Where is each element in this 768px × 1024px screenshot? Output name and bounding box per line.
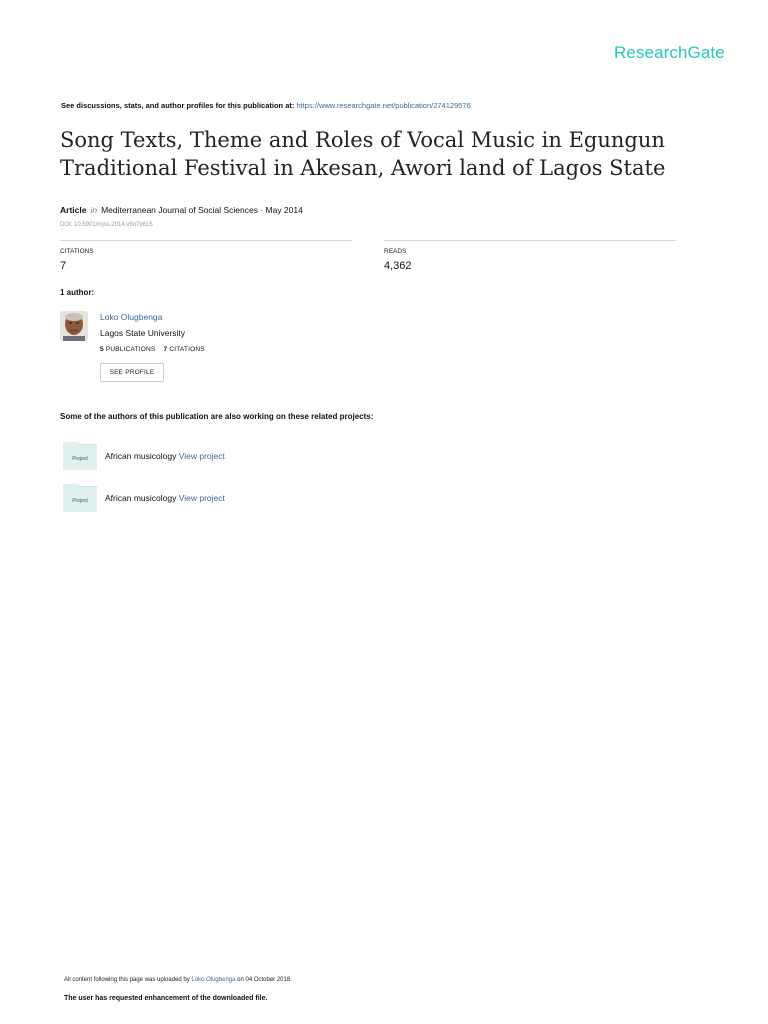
view-project-link[interactable]: View project: [178, 451, 225, 461]
citations-value: 7: [60, 260, 67, 272]
author-publications-label: PUBLICATIONS: [105, 346, 156, 353]
author-publications-count: 5: [100, 346, 104, 353]
upload-prefix: All content following this page was uploaded by: [64, 977, 190, 983]
project-item: [105, 451, 225, 461]
publication-url-link[interactable]: https://www.researchgate.net/publication/274129576: [296, 101, 471, 110]
publication-title: Song Texts, Theme and Roles of Vocal Music in Egungun Traditional Festival in Akesan, Awori land of Lagos State: [60, 128, 666, 180]
enhancement-note: The user has requested enhancement of the downloaded file.: [64, 995, 268, 1002]
citations-label: CITATIONS: [60, 248, 94, 255]
upload-suffix: on 04 October 2018.: [237, 977, 292, 983]
citations-divider: [60, 240, 352, 241]
view-project-link[interactable]: View project: [178, 493, 225, 503]
researchgate-logo[interactable]: ResearchGate: [614, 43, 725, 62]
project-thumb-label: Project: [72, 456, 88, 462]
author-institution: Lagos State University: [100, 328, 186, 338]
project-thumb-label: Project: [72, 498, 88, 504]
reads-value: 4,362: [384, 260, 412, 272]
author-citations-label: CITATIONS: [169, 346, 205, 353]
project-thumbnail[interactable]: [63, 444, 97, 470]
publication-meta: [60, 205, 303, 215]
author-avatar[interactable]: [60, 311, 88, 341]
journal-name[interactable]: Mediterranean Journal of Social Sciences · May 2014: [101, 205, 303, 215]
project-thumbnail[interactable]: [63, 486, 97, 512]
authors-heading: 1 author:: [60, 288, 95, 297]
publication-type: Article: [60, 205, 87, 215]
upload-note: [64, 977, 292, 983]
reads-divider: [384, 240, 676, 241]
project-name: African musicology: [105, 451, 177, 461]
uploader-link[interactable]: Loko Olugbenga: [191, 977, 236, 983]
author-name-link[interactable]: Loko Olugbenga: [100, 312, 163, 322]
author-stats: [100, 346, 205, 353]
author-citations-count: 7: [163, 346, 168, 353]
in-word: in: [90, 205, 98, 215]
disclaimer-line: [61, 101, 471, 110]
project-name: African musicology: [105, 493, 177, 503]
related-projects-heading: Some of the authors of this publication are also working on these related projects:: [60, 412, 374, 421]
disclaimer-text: See discussions, stats, and author profiles for this publication at:: [61, 101, 295, 110]
see-profile-button[interactable]: SEE PROFILE: [100, 363, 164, 382]
project-item: [105, 493, 225, 503]
reads-label: READS: [384, 248, 407, 255]
publication-doi: DOI: 10.5901/mjss.2014.v5n7p615: [60, 222, 153, 228]
